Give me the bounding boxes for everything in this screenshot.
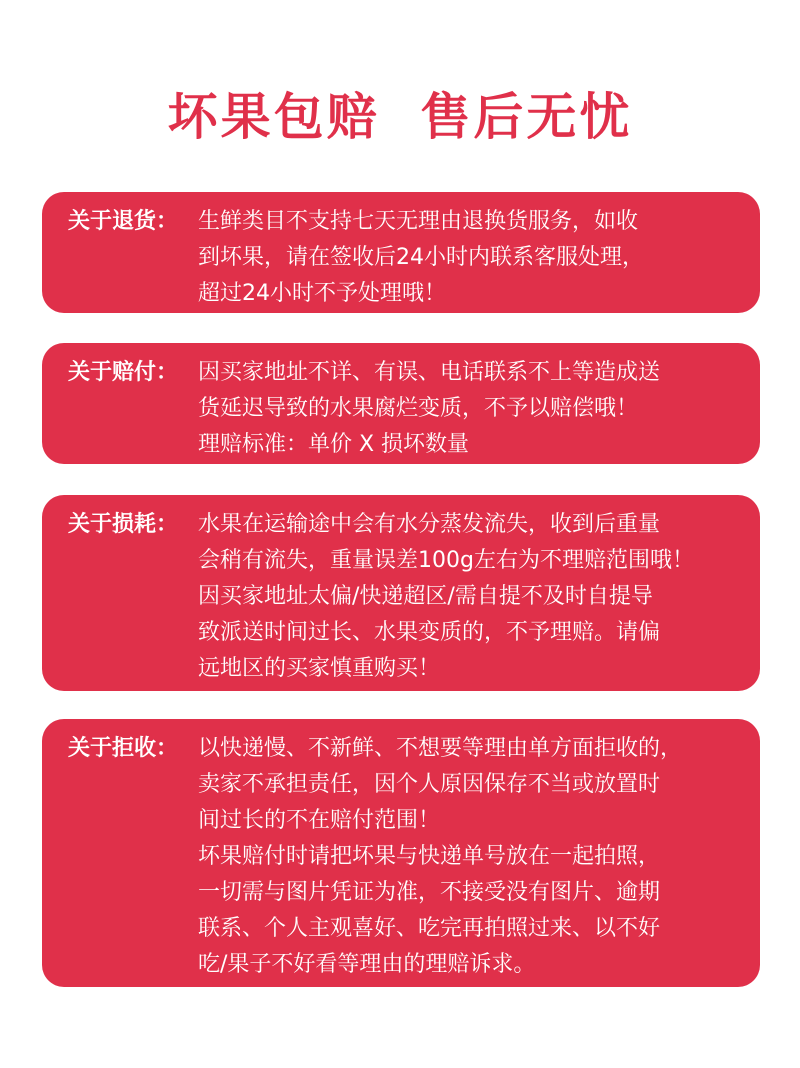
- loss-policy-line: 因买家地址太偏/快递超区/需自提不及时自提导: [198, 584, 653, 609]
- loss-policy-label: 关于损耗：: [68, 512, 179, 537]
- rejection-policy-line: 间过长的不在赔付范围！: [198, 808, 441, 833]
- loss-policy-card: [42, 495, 760, 691]
- loss-policy-line: 远地区的买家慎重购买！: [198, 656, 441, 681]
- compensation-policy-label: 关于赔付：: [68, 360, 179, 385]
- rejection-policy-line: 以快递慢、不新鲜、不想要等理由单方面拒收的，: [198, 736, 683, 761]
- rejection-policy-line: 坏果赔付时请把坏果与快递单号放在一起拍照，: [198, 844, 661, 869]
- returns-policy-line: 超过24小时不予处理哦！: [198, 281, 446, 306]
- returns-policy-line: 到坏果，请在签收后24小时内联系客服处理，: [198, 245, 644, 270]
- page-title: 坏果包赔 售后无忧: [167, 88, 633, 146]
- loss-policy-line: 水果在运输途中会有水分蒸发流失，收到后重量: [198, 512, 661, 537]
- returns-policy-text: [180, 204, 740, 312]
- rejection-policy-line: 一切需与图片凭证为准，不接受没有图片、逾期: [198, 880, 661, 905]
- loss-policy-text: [180, 507, 740, 687]
- rejection-policy-line: 卖家不承担责任，因个人原因保存不当或放置时: [198, 772, 661, 797]
- compensation-policy-line: 因买家地址不详、有误、电话联系不上等造成送: [198, 360, 661, 385]
- returns-policy-card: [42, 192, 760, 313]
- compensation-policy-text: [180, 355, 740, 463]
- rejection-policy-text: [180, 731, 740, 983]
- returns-policy-line: 生鲜类目不支持七天无理由退换货服务，如收: [198, 209, 639, 234]
- compensation-policy-line: 货延迟导致的水果腐烂变质，不予以赔偿哦！: [198, 396, 639, 421]
- rejection-policy-line: 联系、个人主观喜好、吃完再拍照过来、以不好: [198, 916, 661, 941]
- rejection-policy-label: 关于拒收：: [68, 736, 179, 761]
- returns-policy-label: 关于退货：: [68, 209, 179, 234]
- compensation-policy-line: 理赔标准：单价 X 损坏数量: [198, 432, 470, 457]
- loss-policy-line: 致派送时间过长、水果变质的，不予理赔。请偏: [198, 620, 661, 645]
- loss-policy-line: 会稍有流失，重量误差100g左右为不理赔范围哦！: [198, 548, 694, 573]
- rejection-policy-line: 吃/果子不好看等理由的理赔诉求。: [198, 952, 536, 977]
- rejection-policy-card: [42, 719, 760, 987]
- compensation-policy-card: [42, 343, 760, 464]
